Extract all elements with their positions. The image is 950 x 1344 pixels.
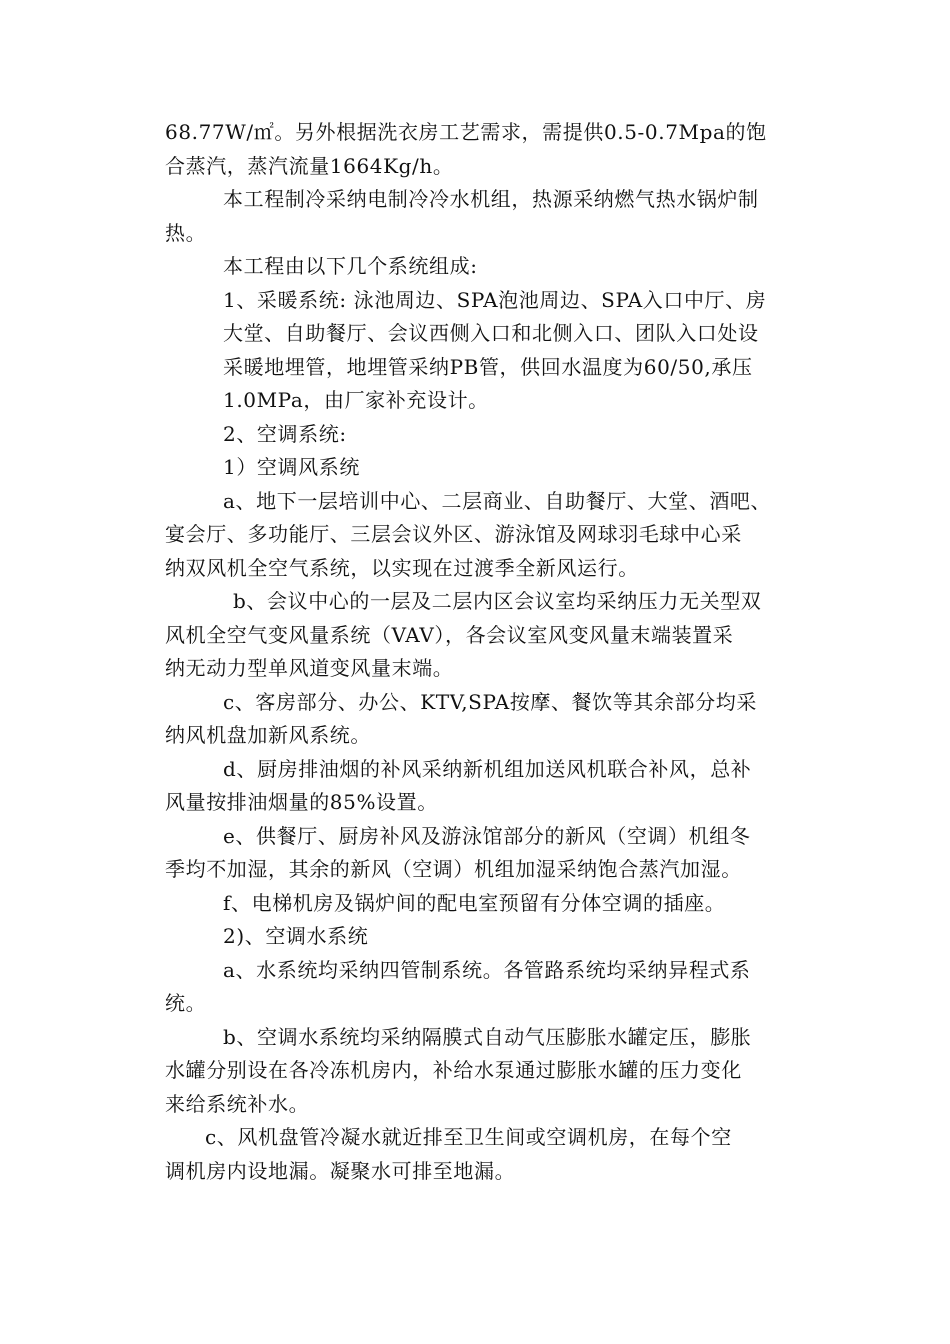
text-line: 1）空调风系统 <box>223 455 360 479</box>
text-line: 来给系统补水。 <box>165 1091 310 1116</box>
text-line: a、地下一层培训中心、二层商业、自助餐厅、大堂、酒吧、 <box>223 488 772 513</box>
text-line: b、会议中心的一层及二层内区会议室均采纳压力无关型双 <box>233 589 762 613</box>
text-line: c、客房部分、办公、KTV,SPA按摩、餐饮等其余部分均采 <box>223 689 757 714</box>
text-line: 调机房内设地漏。凝聚水可排至地漏。 <box>165 1158 516 1183</box>
text-line: 纳风机盘加新风系统。 <box>165 723 371 747</box>
text-line: 68.77W/㎡。另外根据洗衣房工艺需求，需提供0.5-0.7Mpa的饱 <box>165 120 767 144</box>
text-line: d、厨房排油烟的补风采纳新机组加送风机联合补风，总补 <box>223 756 752 781</box>
text-line: 2、空调系统: <box>223 421 347 446</box>
text-line: 大堂、自助餐厅、会议西侧入口和北侧入口、团队入口处设 <box>223 321 759 345</box>
text-line: 本工程由以下几个系统组成: <box>223 254 478 278</box>
text-line: 1.0MPa，由厂家补充设计。 <box>223 388 489 412</box>
text-line: 季均不加湿，其余的新风（空调）机组加湿采纳饱合蒸汽加湿。 <box>165 857 742 881</box>
text-line: 风量按排油烟量的85%设置。 <box>165 790 438 814</box>
text-line: 宴会厅、多功能厅、三层会议外区、游泳馆及网球羽毛球中心采 <box>165 522 742 546</box>
text-line: 2)、空调水系统 <box>223 924 369 948</box>
text-line: 水罐分别设在各冷冻机房内，补给水泵通过膨胀水罐的压力变化 <box>165 1058 742 1082</box>
text-line: 统。 <box>165 991 207 1015</box>
text-line: 本工程制冷采纳电制冷冷水机组，热源采纳燃气热水锅炉制 <box>223 187 759 211</box>
text-line: 合蒸汽，蒸汽流量1664Kg/h。 <box>165 153 454 178</box>
text-line: b、空调水系统均采纳隔膜式自动气压膨胀水罐定压，膨胀 <box>223 1024 752 1049</box>
text-line: 采暖地埋管，地埋管采纳PB管，供回水温度为60/50,承压 <box>223 354 753 379</box>
text-line: a、水系统均采纳四管制系统。各管路系统均采纳异程式系 <box>223 957 751 982</box>
text-line: 纳双风机全空气系统，以实现在过渡季全新风运行。 <box>165 555 639 580</box>
text-line: 热。 <box>165 220 207 245</box>
text-line: 1、采暖系统: 泳池周边、SPA泡池周边、SPA入口中厅、房 <box>223 287 767 312</box>
text-line: f、电梯机房及锅炉间的配电室预留有分体空调的插座。 <box>223 890 726 915</box>
text-line: c、风机盘管冷凝水就近排至卫生间或空调机房，在每个空 <box>205 1125 732 1149</box>
text-line: e、供餐厅、厨房补风及游泳馆部分的新风（空调）机组冬 <box>223 823 751 848</box>
text-line: 风机全空气变风量系统（VAV），各会议室风变风量末端装置采 <box>165 622 734 647</box>
document-body <box>165 116 815 1188</box>
text-line: 纳无动力型单风道变风量末端。 <box>165 656 454 680</box>
